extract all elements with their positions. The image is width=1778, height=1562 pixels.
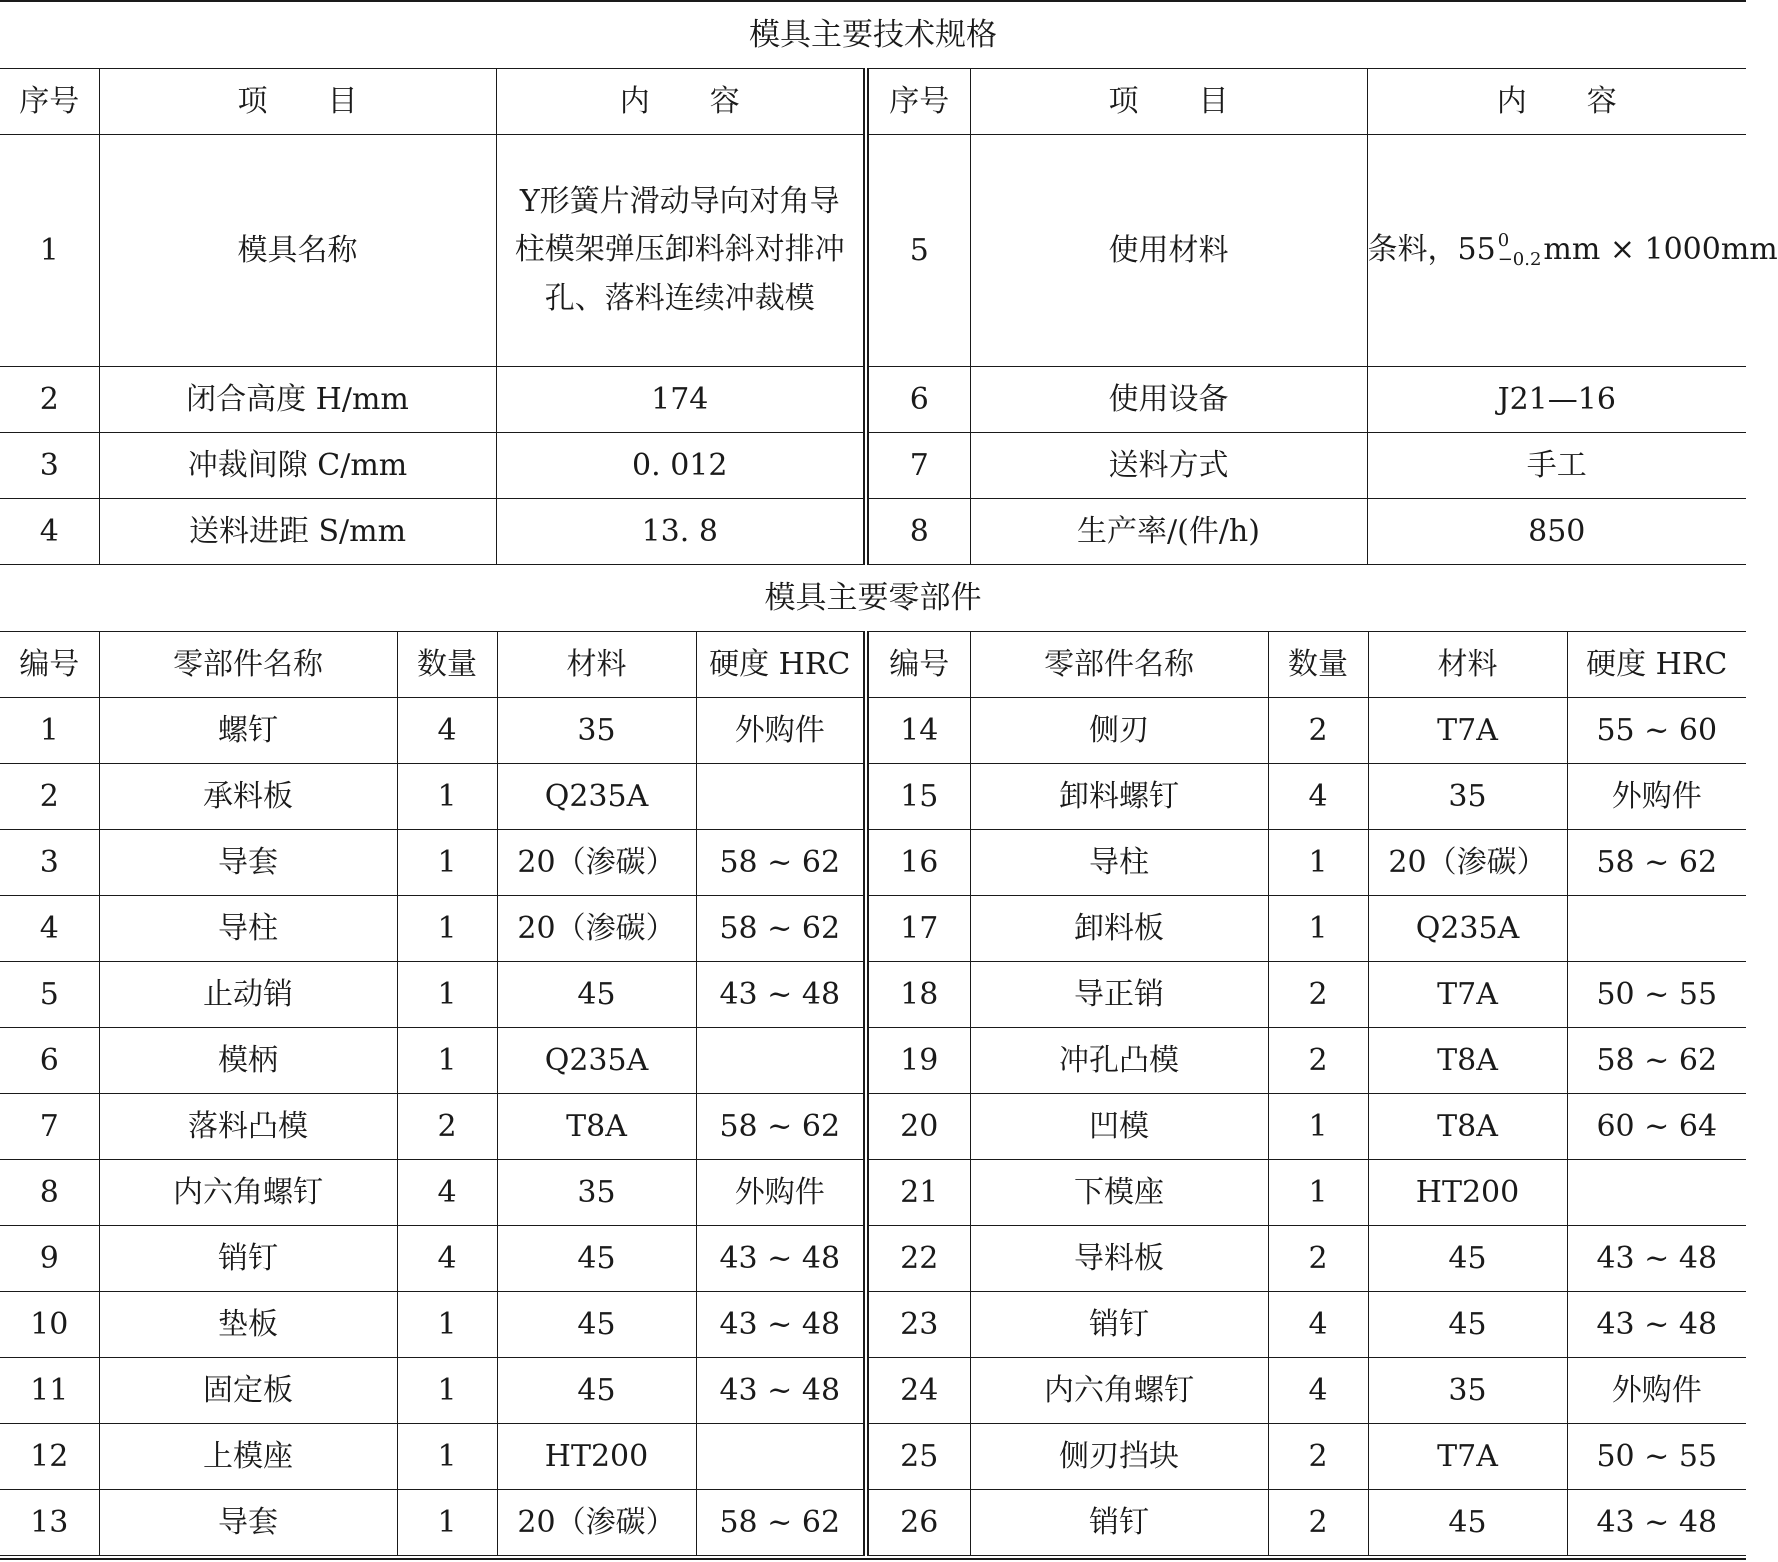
part-material: 45 [497,1226,696,1292]
part-hardness: 外购件 [696,698,866,764]
part-hardness: 50 ~ 55 [1567,962,1746,1028]
spec-item: 模具名称 [99,135,496,367]
parts-header-cell: 零部件名称 [99,632,397,698]
part-material: T8A [1368,1028,1567,1094]
part-qty: 1 [1268,1160,1368,1226]
spec-no: 3 [0,433,99,499]
part-qty: 1 [397,830,497,896]
spec-no: 2 [0,367,99,433]
spec-table [0,68,1778,565]
part-name: 凹模 [970,1094,1268,1160]
part-no: 3 [0,830,99,896]
spec-no: 8 [866,499,970,565]
part-name: 落料凸模 [99,1094,397,1160]
parts-title: 模具主要零部件 [764,580,982,616]
part-no: 17 [866,896,970,962]
part-hardness [696,1028,866,1094]
part-material: HT200 [497,1424,696,1490]
part-material: 35 [1368,764,1567,830]
parts-row [0,830,1746,896]
part-hardness: 58 ~ 62 [1567,1028,1746,1094]
part-name: 承料板 [99,764,397,830]
part-qty: 4 [397,698,497,764]
spec-content: 0. 012 [496,433,866,499]
part-material: 35 [497,1160,696,1226]
part-qty: 1 [397,1028,497,1094]
part-material: 45 [497,962,696,1028]
tolerance-lower: −0.2 [1497,248,1542,270]
part-hardness: 43 ~ 48 [1567,1226,1746,1292]
spec-row [0,499,1746,565]
spec-content-material [1367,135,1778,367]
part-material: 20（渗碳） [1368,830,1567,896]
spec-item: 冲裁间隙 C/mm [99,433,496,499]
part-qty: 1 [397,1358,497,1424]
part-no: 7 [0,1094,99,1160]
part-material: 20（渗碳） [497,830,696,896]
part-no: 21 [866,1160,970,1226]
part-qty: 4 [397,1160,497,1226]
part-no: 1 [0,698,99,764]
spec-item: 闭合高度 H/mm [99,367,496,433]
spec-title: 模具主要技术规格 [749,17,997,53]
part-name: 导套 [99,830,397,896]
part-name: 导料板 [970,1226,1268,1292]
parts-header-cell: 编号 [0,632,99,698]
part-material: 45 [1368,1292,1567,1358]
parts-header-cell: 材料 [497,632,696,698]
part-no: 6 [0,1028,99,1094]
part-qty: 2 [1268,1424,1368,1490]
spec-item: 送料方式 [970,433,1367,499]
part-no: 10 [0,1292,99,1358]
part-hardness [1567,896,1746,962]
part-qty: 2 [1268,962,1368,1028]
part-material: T8A [497,1094,696,1160]
spec-row [0,433,1746,499]
part-no: 15 [866,764,970,830]
part-no: 18 [866,962,970,1028]
part-name: 销钉 [99,1226,397,1292]
tolerance-upper: 0 [1497,229,1510,251]
part-no: 8 [0,1160,99,1226]
part-qty: 2 [1268,698,1368,764]
parts-row [0,1358,1746,1424]
part-material: 20（渗碳） [497,1490,696,1556]
spec-no: 5 [866,135,970,367]
spec-row [0,135,1746,367]
part-name: 内六角螺钉 [970,1358,1268,1424]
part-qty: 4 [397,1226,497,1292]
part-qty: 4 [1268,1358,1368,1424]
part-name: 导柱 [99,896,397,962]
part-no: 13 [0,1490,99,1556]
bottom-rule [0,1558,1746,1560]
part-no: 12 [0,1424,99,1490]
spec-header-cell: 项 目 [970,69,1367,135]
parts-header-cell: 数量 [397,632,497,698]
part-no: 20 [866,1094,970,1160]
parts-row [0,764,1746,830]
spec-content: 13. 8 [496,499,866,565]
part-name: 螺钉 [99,698,397,764]
part-no: 5 [0,962,99,1028]
part-qty: 1 [397,896,497,962]
part-qty: 1 [397,962,497,1028]
part-no: 19 [866,1028,970,1094]
part-name: 卸料螺钉 [970,764,1268,830]
part-name: 下模座 [970,1160,1268,1226]
part-hardness: 外购件 [696,1160,866,1226]
part-hardness: 50 ~ 55 [1567,1424,1746,1490]
parts-header-cell: 硬度 HRC [1567,632,1746,698]
spec-row [0,367,1746,433]
spec-header-cell: 内 容 [1367,69,1746,135]
part-qty: 1 [397,764,497,830]
top-rule [0,0,1746,2]
part-material: 45 [1368,1490,1567,1556]
part-hardness: 60 ~ 64 [1567,1094,1746,1160]
part-name: 冲孔凸模 [970,1028,1268,1094]
part-material: 45 [497,1292,696,1358]
part-no: 16 [866,830,970,896]
parts-row [0,1424,1746,1490]
part-name: 导柱 [970,830,1268,896]
spec-no: 4 [0,499,99,565]
part-hardness: 58 ~ 62 [1567,830,1746,896]
part-hardness: 外购件 [1567,764,1746,830]
parts-table [0,631,1746,1556]
part-no: 4 [0,896,99,962]
part-hardness: 55 ~ 60 [1567,698,1746,764]
part-name: 卸料板 [970,896,1268,962]
part-qty: 1 [397,1490,497,1556]
part-hardness: 43 ~ 48 [1567,1292,1746,1358]
spec-item: 使用设备 [970,367,1367,433]
parts-row [0,698,1746,764]
part-no: 23 [866,1292,970,1358]
part-name: 模柄 [99,1028,397,1094]
spec-item: 生产率/(件/h) [970,499,1367,565]
part-name: 上模座 [99,1424,397,1490]
part-no: 2 [0,764,99,830]
parts-header-cell: 硬度 HRC [696,632,866,698]
part-name: 侧刃 [970,698,1268,764]
part-hardness: 58 ~ 62 [696,1094,866,1160]
part-material: 35 [497,698,696,764]
part-hardness: 58 ~ 62 [696,896,866,962]
part-hardness: 43 ~ 48 [696,1358,866,1424]
part-material: HT200 [1368,1160,1567,1226]
parts-row [0,1292,1746,1358]
parts-row [0,1226,1746,1292]
part-name: 侧刃挡块 [970,1424,1268,1490]
parts-header-row [0,632,1746,698]
parts-row [0,1490,1746,1556]
part-hardness: 43 ~ 48 [1567,1490,1746,1556]
part-hardness: 43 ~ 48 [696,1226,866,1292]
part-name: 导套 [99,1490,397,1556]
spec-header-cell: 项 目 [99,69,496,135]
parts-header-cell: 材料 [1368,632,1567,698]
part-no: 22 [866,1226,970,1292]
spec-header-cell: 序号 [866,69,970,135]
part-qty: 2 [397,1094,497,1160]
tolerance [1497,229,1542,270]
part-qty: 4 [1268,764,1368,830]
parts-body [0,632,1746,1556]
spec-content: 850 [1367,499,1746,565]
part-hardness [696,1424,866,1490]
part-hardness: 58 ~ 62 [696,1490,866,1556]
part-name: 固定板 [99,1358,397,1424]
parts-header-cell: 编号 [866,632,970,698]
spec-no: 7 [866,433,970,499]
spec-header-cell: 内 容 [496,69,866,135]
spec-content: Y形簧片滑动导向对角导柱模架弹压卸料斜对排冲孔、落料连续冲裁模 [496,135,866,367]
part-name: 销钉 [970,1490,1268,1556]
spec-no: 1 [0,135,99,367]
part-qty: 1 [397,1292,497,1358]
part-material: 45 [1368,1226,1567,1292]
parts-row [0,1160,1746,1226]
parts-row [0,962,1746,1028]
part-hardness [1567,1160,1746,1226]
part-hardness: 43 ~ 48 [696,962,866,1028]
part-qty: 1 [397,1424,497,1490]
part-no: 14 [866,698,970,764]
part-qty: 2 [1268,1028,1368,1094]
part-hardness [696,764,866,830]
part-material: T8A [1368,1094,1567,1160]
part-material: T7A [1368,1424,1567,1490]
part-name: 垫板 [99,1292,397,1358]
part-hardness: 58 ~ 62 [696,830,866,896]
part-material: Q235A [497,764,696,830]
spec-item: 使用材料 [970,135,1367,367]
part-material: T7A [1368,698,1567,764]
part-qty: 1 [1268,896,1368,962]
part-qty: 1 [1268,1094,1368,1160]
part-name: 止动销 [99,962,397,1028]
spec-header-cell: 序号 [0,69,99,135]
parts-header-cell: 零部件名称 [970,632,1268,698]
spec-content: J21—16 [1367,367,1746,433]
spec-content: 174 [496,367,866,433]
spec-item: 送料进距 S/mm [99,499,496,565]
material-suffix: mm × 1000mm [1543,231,1778,267]
part-material: T7A [1368,962,1567,1028]
part-qty: 4 [1268,1292,1368,1358]
part-no: 26 [866,1490,970,1556]
material-prefix: 条料，55 [1367,231,1496,267]
part-name: 导正销 [970,962,1268,1028]
part-material: Q235A [497,1028,696,1094]
spec-header-row [0,69,1746,135]
part-hardness: 43 ~ 48 [696,1292,866,1358]
parts-header-cell: 数量 [1268,632,1368,698]
parts-row [0,1028,1746,1094]
part-name: 销钉 [970,1292,1268,1358]
part-qty: 1 [1268,830,1368,896]
parts-row [0,1094,1746,1160]
part-no: 9 [0,1226,99,1292]
part-name: 内六角螺钉 [99,1160,397,1226]
part-no: 24 [866,1358,970,1424]
parts-row [0,896,1746,962]
part-material: Q235A [1368,896,1567,962]
part-hardness: 外购件 [1567,1358,1746,1424]
part-no: 25 [866,1424,970,1490]
part-qty: 2 [1268,1490,1368,1556]
spec-content: 手工 [1367,433,1746,499]
part-qty: 2 [1268,1226,1368,1292]
spec-no: 6 [866,367,970,433]
part-material: 45 [497,1358,696,1424]
part-material: 35 [1368,1358,1567,1424]
part-no: 11 [0,1358,99,1424]
part-material: 20（渗碳） [497,896,696,962]
